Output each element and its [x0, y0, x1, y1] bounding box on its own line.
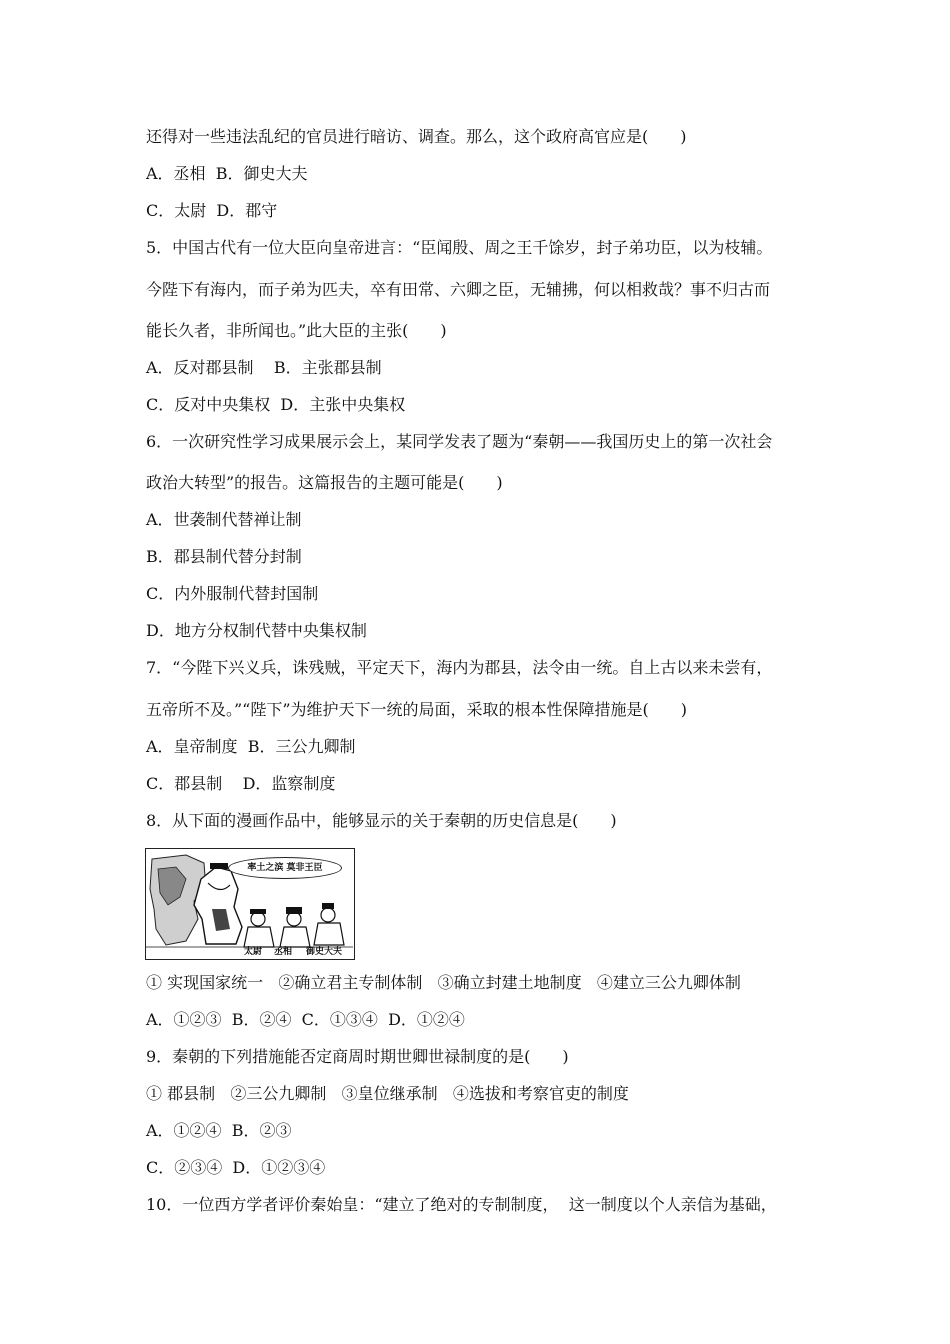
- text-line: 还得对一些违法乱纪的官员进行暗访、调查。那么，这个政府高官应是( ): [146, 127, 687, 146]
- statement-line: ① 郡县制 ②三公九卿制 ③皇位继承制 ④选拔和考察官吏的制度: [146, 1084, 629, 1103]
- cartoon-label-chengxiang: 丞相: [274, 947, 293, 957]
- option-line: D．地方分权制代替中央集权制: [146, 621, 367, 640]
- option-line: A．丞相 B．御史大夫: [146, 164, 308, 183]
- text-line: 今陛下有海内，而子弟为匹夫，卒有田常、六卿之臣，无辅拂，何以相救哉？事不归古而: [146, 280, 771, 299]
- cartoon-label-taiwei: 太尉: [244, 947, 263, 957]
- text-line: 政治大转型”的报告。这篇报告的主题可能是( ): [146, 473, 503, 492]
- option-line: A．反对郡县制 B．主张郡县制: [146, 358, 382, 377]
- option-line: A．世袭制代替禅让制: [146, 510, 302, 529]
- option-line: B．郡县制代替分封制: [146, 547, 302, 566]
- option-line: C．反对中央集权 D．主张中央集权: [146, 395, 406, 414]
- option-line: A．①②④ B．②③: [146, 1121, 292, 1140]
- option-line: C．内外服制代替封国制: [146, 584, 319, 603]
- option-line: A．①②③ B．②④ C．①③④ D．①②④: [146, 1010, 465, 1029]
- question-9: 9．秦朝的下列措施能否定商周时期世卿世禄制度的是( ): [146, 1047, 569, 1066]
- option-line: C．郡县制 D．监察制度: [146, 774, 336, 793]
- option-line: A．皇帝制度 B．三公九卿制: [146, 737, 356, 756]
- option-line: C．②③④ D．①②③④: [146, 1158, 326, 1177]
- statement-line: ① 实现国家统一 ②确立君主专制体制 ③确立封建土地制度 ④建立三公九卿体制: [146, 973, 741, 992]
- text-line: 能长久者，非所闻也。”此大臣的主张( ): [146, 321, 447, 340]
- text-line: 五帝所不及。”“陛下”为维护天下一统的局面，采取的根本性保障措施是( ): [146, 700, 688, 719]
- question-7: 7．“今陛下兴义兵，诛残贼，平定天下，海内为郡县，法令由一统。自上古以来未尝有，: [146, 658, 773, 677]
- question-5: 5．中国古代有一位大臣向皇帝进言：“臣闻殷、周之王千馀岁，封子弟功臣，以为枝辅。: [146, 238, 773, 257]
- question-8: 8．从下面的漫画作品中，能够显示的关于秦朝的历史信息是( ): [146, 811, 617, 830]
- question-10: 10．一位西方学者评价秦始皇：“建立了绝对的专制制度， 这一制度以个人亲信为基础，: [146, 1195, 777, 1214]
- option-line: C．太尉 D．郡守: [146, 201, 278, 220]
- question-6: 6．一次研究性学习成果展示会上，某同学发表了题为“秦朝——我国历史上的第一次社会: [146, 432, 773, 451]
- cartoon-image: [145, 848, 355, 960]
- cartoon-speech-bubble: 率土之滨 莫非王臣: [228, 857, 342, 879]
- cartoon-label-yushidafu: 御史大夫: [306, 947, 343, 957]
